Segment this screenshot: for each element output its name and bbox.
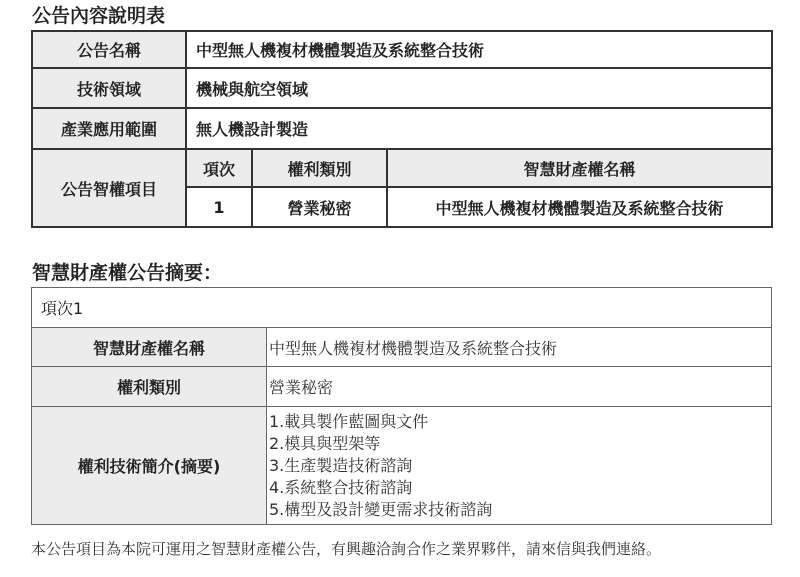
summary-list — [267, 407, 772, 525]
summary-line: 3.生產製造技術諮詢 — [269, 455, 413, 475]
column-header: 權利類別 — [252, 149, 387, 187]
announcement-name-value: 中型無人機複材機體製造及系統整合技術 — [186, 31, 772, 68]
table-row — [32, 367, 772, 407]
ip-name-value: 中型無人機複材機體製造及系統整合技術 — [267, 328, 772, 367]
summary-label: 權利技術簡介(摘要) — [32, 407, 267, 525]
summary-line: 1.載具製作藍圖與文件 — [269, 411, 429, 431]
table-row — [32, 288, 772, 328]
right-category-cell: 營業秘密 — [252, 187, 387, 227]
tech-field-value: 機械與航空領域 — [186, 68, 772, 108]
summary-line: 4.系統整合技術諮詢 — [269, 477, 413, 497]
section-title-announcement: 公告內容說明表 — [32, 5, 166, 27]
summary-line: 5.構型及設計變更需求技術諮詢 — [269, 499, 493, 519]
ip-name-cell: 中型無人機複材機體製造及系統整合技術 — [387, 187, 772, 227]
row-label: 權利類別 — [32, 367, 267, 407]
ip-items-label: 公告智權項目 — [32, 149, 186, 227]
summary-line: 2.模具與型架等 — [269, 433, 381, 453]
item-header: 項次1 — [32, 288, 772, 328]
section-title-ip-summary: 智慧財產權公告摘要： — [32, 262, 223, 284]
item-number-cell: 1 — [186, 187, 252, 227]
footer-note: 本公告項目為本院可運用之智慧財產權公告，有興趣洽詢合作之業界夥伴，請來信與我們連絡。 — [31, 540, 662, 558]
table-row — [32, 31, 772, 68]
table-row — [32, 68, 772, 108]
column-header: 項次 — [186, 149, 252, 187]
row-label: 產業應用範圍 — [32, 108, 186, 149]
table-row — [32, 328, 772, 367]
right-category-value: 營業秘密 — [267, 367, 772, 407]
ip-summary-table — [31, 287, 772, 525]
industry-application-value: 無人機設計製造 — [186, 108, 772, 149]
row-label: 公告名稱 — [32, 31, 186, 68]
announcement-table — [31, 30, 773, 228]
table-row — [32, 108, 772, 149]
column-header: 智慧財產權名稱 — [387, 149, 772, 187]
table-row — [32, 407, 772, 525]
row-label: 技術領域 — [32, 68, 186, 108]
table-row — [32, 149, 772, 187]
row-label: 智慧財產權名稱 — [32, 328, 267, 367]
